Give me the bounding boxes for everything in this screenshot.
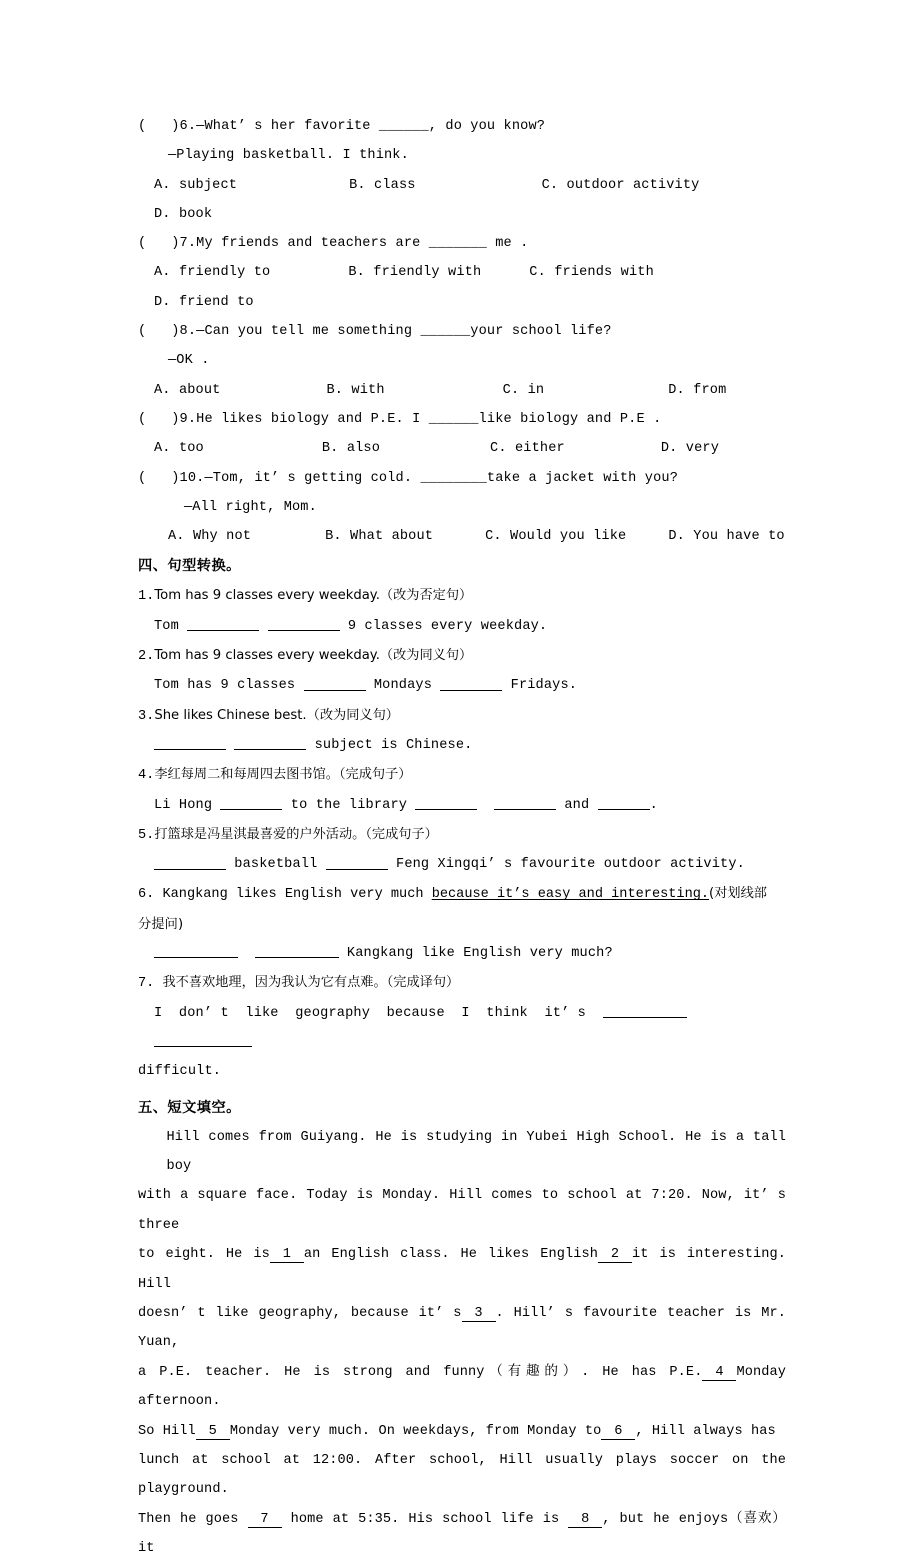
passage-text: lunch at school at 12:00. After school, Hill usually plays soccer on the playground.: [138, 1452, 786, 1498]
option-text: Would you like: [510, 529, 627, 545]
cloze-blank-5[interactable]: 5: [196, 1425, 230, 1440]
option-label: A.: [154, 382, 171, 398]
passage-line: [138, 1446, 786, 1505]
passage-text: home at 5:35. His school life is: [290, 1511, 560, 1527]
option-label: C.: [485, 529, 502, 545]
mc-item-6-option-a[interactable]: [154, 171, 237, 200]
option-text: friends with: [554, 265, 654, 281]
section-four-q4-prompt: [138, 760, 786, 790]
option-label: B.: [321, 441, 339, 457]
answer-blank[interactable]: [255, 945, 339, 959]
passage-text: Monday afternoon.: [138, 1364, 786, 1410]
mc-item-6-options: [138, 171, 786, 230]
passage-line: [138, 1181, 786, 1240]
mc-item-7-option-d[interactable]: [154, 288, 254, 317]
passage-line: [138, 1240, 786, 1299]
mc-item-9-option-c[interactable]: [490, 434, 565, 463]
passage-text: Hill comes from Guiyang. He is studying in Yubei High School. He is a tall boy: [166, 1129, 786, 1174]
option-label: D.: [660, 441, 678, 457]
option-label: A.: [154, 441, 171, 457]
q6-prompt-post: (对划线部: [709, 886, 767, 902]
option-text: outdoor activity: [566, 177, 700, 193]
section-four-q6-prompt-wrap: 分提问): [138, 916, 184, 932]
mc-item-8-stem2: —OK .: [168, 353, 210, 369]
answer-blank[interactable]: [603, 1005, 687, 1019]
q4-number: 4.: [138, 768, 155, 784]
q7-number: 7.: [138, 976, 163, 992]
mc-item-9-option-a[interactable]: [154, 434, 204, 463]
passage-line: [138, 1505, 786, 1564]
answer-post: Fridays.: [502, 678, 578, 694]
cloze-blank-1[interactable]: 1: [270, 1248, 304, 1263]
answer-blank[interactable]: [154, 945, 238, 959]
mc-item-6-stem-text: —What’ s her favorite ______, do you know?: [196, 119, 546, 134]
option-text: You have to: [693, 529, 785, 545]
mc-item-9-stem: [138, 405, 786, 434]
cloze-blank-8[interactable]: 8: [568, 1513, 602, 1528]
option-text: too: [178, 441, 204, 457]
q6-prompt-pre: Kangkang likes English very much: [162, 887, 432, 903]
mc-item-10-stem-text: —Tom, it’ s getting cold. ________take a jacket with you?: [204, 470, 679, 486]
section-four-q7-answer-wrap: difficult.: [138, 1064, 222, 1080]
section-four-q5-answer: [138, 850, 786, 879]
mc-item-7-options: [138, 258, 786, 317]
option-label: D.: [154, 294, 171, 310]
mc-item-9-option-b[interactable]: [322, 434, 380, 463]
q1-prompt-text: Tom has 9 classes every weekday.（改为否定句）: [154, 588, 473, 604]
section-four-q6-answer: [138, 939, 786, 968]
answer-mid: Mondays: [365, 678, 441, 694]
mc-item-6-option-d[interactable]: [154, 200, 212, 229]
option-label: D.: [668, 382, 685, 398]
option-label: A.: [154, 177, 171, 193]
passage-text: , but he enjoys（喜欢）it: [138, 1511, 786, 1557]
passage-text: an English class. He likes English: [303, 1247, 599, 1263]
mc-item-9-marker: ( )9.: [138, 411, 197, 427]
q3-prompt-text: She likes Chinese best.（改为同义句）: [154, 707, 399, 723]
option-label: C.: [541, 177, 559, 193]
option-label: B.: [349, 177, 366, 193]
answer-blank[interactable]: [154, 1034, 252, 1048]
option-label: B.: [325, 529, 342, 545]
cloze-blank-6[interactable]: 6: [601, 1425, 635, 1440]
mc-item-8-stem: [138, 317, 786, 346]
worksheet-page: [138, 112, 786, 1564]
option-label: C.: [490, 441, 507, 457]
option-text: subject: [178, 177, 238, 193]
section-four-q3-answer: [138, 731, 786, 760]
section-four-heading: 四、句型转换。: [138, 558, 241, 575]
option-text: in: [527, 382, 545, 398]
section-four-q2-answer: [138, 671, 786, 700]
option-label: C.: [502, 382, 520, 398]
section-four-q1-answer: [138, 612, 786, 641]
option-text: friend to: [178, 294, 254, 310]
answer-pre: I don’ t like geography because I think it’ s: [154, 1005, 603, 1021]
mc-item-10-option-d[interactable]: [668, 522, 784, 551]
option-text: class: [374, 177, 416, 193]
mc-item-8-options: [138, 376, 786, 405]
mc-item-10-option-a[interactable]: [168, 522, 251, 551]
passage-text: , Hill always has: [635, 1423, 776, 1439]
mc-item-10-options: [138, 522, 786, 551]
mc-item-10-stem2: —All right, Mom.: [184, 499, 317, 515]
answer-mid: [226, 738, 234, 753]
mc-item-6-option-b[interactable]: [349, 171, 415, 200]
q5-number: 5.: [138, 827, 155, 843]
passage-text: So Hill: [138, 1423, 196, 1439]
mc-item-7-option-c[interactable]: [529, 258, 654, 287]
option-text: with: [351, 382, 385, 398]
answer-blank[interactable]: [598, 796, 650, 810]
cloze-blank-3[interactable]: 3: [462, 1307, 496, 1322]
mc-item-9-stem-text: He likes biology and P.E. I ______like biology and P.E .: [196, 411, 662, 427]
mc-item-10-option-c[interactable]: [485, 522, 626, 551]
answer-blank[interactable]: [304, 677, 366, 691]
mc-item-8-stem-text: —Can you tell me something ______your school life?: [196, 324, 612, 340]
q2-prompt-text: Tom has 9 classes every weekday.（改为同义句）: [154, 648, 473, 664]
answer-blank[interactable]: [440, 677, 502, 691]
mc-item-8-option-a[interactable]: [154, 376, 220, 405]
option-label: B.: [326, 382, 344, 398]
option-label: D.: [668, 529, 685, 545]
section-four-q7-answer: [138, 999, 786, 1058]
mc-item-8-option-d[interactable]: [668, 376, 726, 405]
mc-item-10-marker: ( )10.: [138, 470, 205, 486]
mc-item-7-marker: ( )7.: [138, 236, 197, 252]
cloze-blank-7[interactable]: 7: [248, 1513, 282, 1528]
passage-line: [138, 1123, 786, 1182]
mc-item-8-marker: ( )8.: [138, 324, 197, 340]
answer-mid: [238, 946, 255, 961]
option-label: A.: [154, 265, 171, 281]
answer-blank[interactable]: [154, 737, 226, 751]
answer-blank[interactable]: [234, 737, 306, 751]
mc-item-7-option-a[interactable]: [154, 258, 270, 287]
passage-line: [138, 1299, 786, 1358]
answer-mid: basketball: [226, 857, 326, 873]
answer-blank[interactable]: [154, 856, 226, 870]
option-label: B.: [348, 265, 365, 281]
answer-post: 9 classes every weekday.: [339, 618, 548, 634]
passage-text: to eight. He is: [138, 1247, 270, 1263]
mc-item-6-stem2: —Playing basketball. I think.: [168, 148, 409, 164]
option-text: from: [693, 382, 727, 398]
answer-pre: Tom has 9 classes: [154, 678, 304, 694]
answer-blank[interactable]: [494, 796, 556, 810]
q1-number: 1.: [138, 589, 155, 605]
answer-mid: [687, 1006, 720, 1021]
option-label: A.: [168, 529, 185, 545]
option-text: about: [178, 382, 221, 398]
passage-text: with a square face. Today is Monday. Hill comes to school at 7:20. Now, it’ s three: [138, 1188, 786, 1233]
passage-text: . Hill’ s favourite teacher is Mr. Yuan,: [138, 1305, 786, 1351]
passage-text: Then he goes: [138, 1511, 239, 1527]
answer-post: Kangkang like English very much?: [338, 946, 613, 962]
answer-blank[interactable]: [268, 618, 340, 632]
q7-prompt-text: 我不喜欢地理，因为我认为它有点难。（完成译句）: [162, 975, 460, 991]
q2-number: 2.: [138, 649, 155, 665]
q6-underlined-phrase: because it’s easy and interesting.: [431, 887, 710, 903]
answer-c: and: [556, 797, 598, 813]
mc-item-7-option-b[interactable]: [348, 258, 481, 287]
passage-line: [138, 1417, 786, 1446]
cloze-blank-4[interactable]: 4: [702, 1366, 736, 1381]
section-four-q6-prompt: [138, 879, 786, 909]
answer-b: [477, 798, 494, 813]
section-five-heading: 五、短文填空。: [138, 1099, 241, 1116]
mc-item-6-option-c[interactable]: [542, 171, 700, 200]
section-four-q4-answer: [138, 791, 786, 820]
mc-item-10-option-b[interactable]: [325, 522, 433, 551]
option-text: Why not: [192, 529, 252, 545]
q4-prompt-text: 李红每周二和每周四去图书馆。（完成句子）: [154, 767, 412, 783]
mc-item-6-marker: ( )6.: [138, 119, 197, 134]
option-text: What about: [350, 529, 434, 545]
option-text: friendly with: [373, 265, 482, 281]
answer-blank[interactable]: [415, 796, 477, 810]
answer-pre: Li Hong: [154, 797, 221, 813]
section-four-q3-prompt: [138, 701, 786, 731]
mc-item-9-option-d[interactable]: [661, 434, 719, 463]
mc-item-8-option-c[interactable]: [503, 376, 545, 405]
section-four-q5-prompt: [138, 820, 786, 850]
answer-blank[interactable]: [220, 796, 282, 810]
mc-item-9-options: [138, 434, 786, 463]
option-text: also: [346, 441, 381, 457]
option-label: C.: [529, 265, 546, 281]
option-text: either: [514, 441, 565, 457]
answer-pre: Tom: [154, 618, 188, 634]
passage-text: doesn’ t like geography, because it’ s: [138, 1305, 462, 1321]
cloze-blank-2[interactable]: 2: [598, 1248, 632, 1263]
passage-text: it is interesting. Hill: [138, 1247, 786, 1292]
passage-line: [138, 1358, 786, 1417]
answer-blank[interactable]: [326, 856, 388, 870]
section-four-q2-prompt: [138, 641, 786, 671]
option-text: very: [685, 441, 720, 457]
mc-item-7-stem: [138, 229, 786, 258]
answer-a: to the library: [282, 797, 416, 813]
section-four-q7-prompt: [138, 968, 786, 998]
mc-item-7-stem-text: My friends and teachers are _______ me .: [196, 236, 529, 252]
passage-text: a P.E. teacher. He is strong and funny（有趣的）. He has P.E.: [138, 1364, 703, 1380]
passage-text: Monday very much. On weekdays, from Monday to: [229, 1423, 602, 1439]
q5-prompt-text: 打篮球是冯星淇最喜爱的户外活动。（完成句子）: [154, 826, 438, 842]
option-text: friendly to: [178, 265, 271, 281]
q6-number: 6.: [138, 887, 163, 903]
mc-item-6-stem: [138, 112, 786, 141]
answer-post: .: [649, 797, 658, 813]
option-text: book: [178, 206, 213, 222]
cloze-passage: [138, 1123, 786, 1564]
answer-post: subject is Chinese.: [306, 737, 473, 753]
option-label: D.: [154, 206, 171, 222]
q3-number: 3.: [138, 708, 155, 724]
answer-blank[interactable]: [187, 618, 259, 632]
mc-item-8-option-b[interactable]: [326, 376, 384, 405]
mc-item-10-stem: [138, 464, 786, 493]
section-four-q1-prompt: [138, 581, 786, 611]
answer-post: Feng Xingqi’ s favourite outdoor activity.: [387, 857, 745, 873]
answer-mid: [259, 619, 267, 634]
